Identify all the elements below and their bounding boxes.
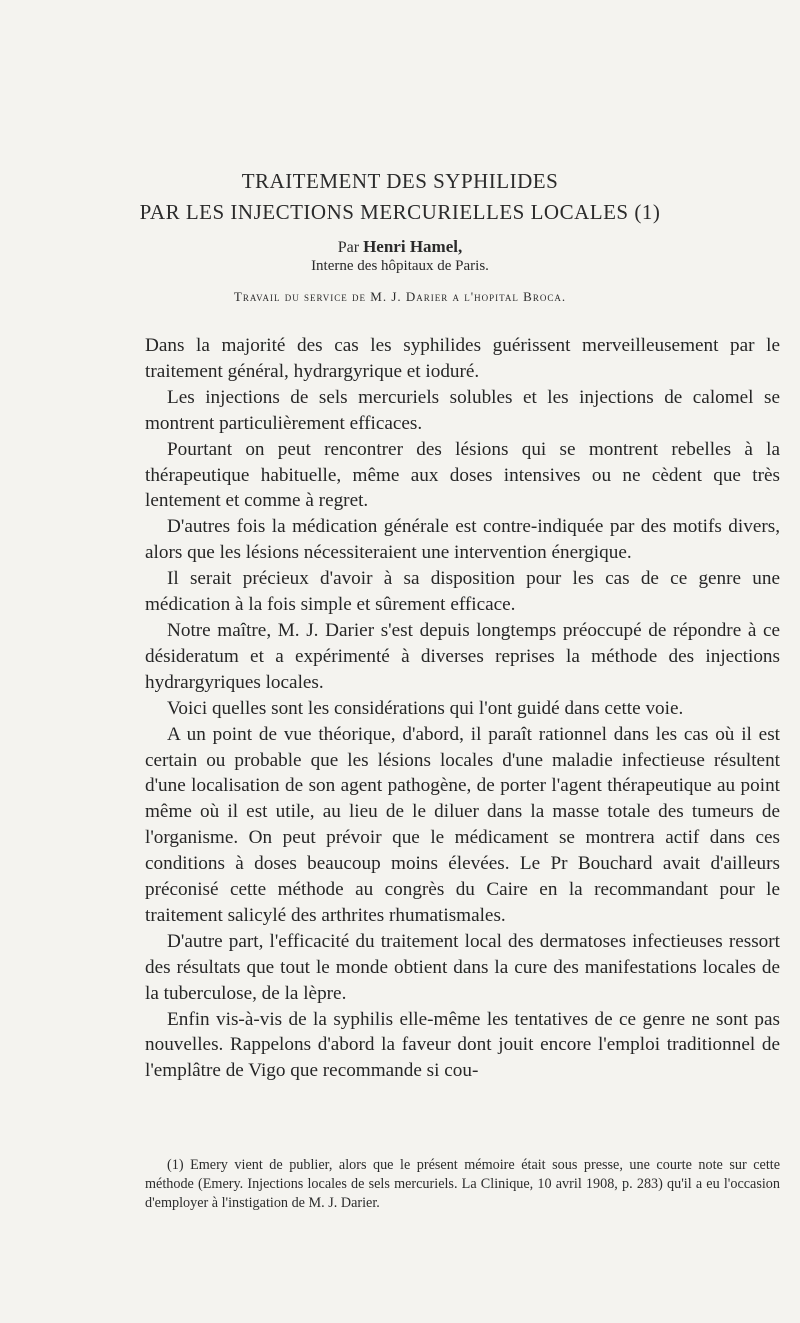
service-line: Travail du service de M. J. Darier a l'hopital Broca.: [233, 289, 567, 304]
paragraph: Enfin vis-à-vis de la syphilis elle-même les tentatives de ce genre ne sont pas nouvelles. Rappelons d'abord la faveur dont jouit encore l'emploi traditionnel de l'emplâtre de Vigo que recommande si cou-: [145, 1008, 780, 1082]
paragraph: Il serait précieux d'avoir à sa disposition pour les cas de ce genre une médication à la fois simple et sûrement efficace.: [145, 568, 780, 616]
paragraph: A un point de vue théorique, d'abord, il paraît rationnel dans les cas où il est certain ou probable que les lésions locales d'une maladie infectieuse résultent d'une localisation de son agent pathogène, de porter l'agent thérapeutique au point même où il est utile, au lieu de le diluer dans la masse totale des tumeurs de l'organisme. On peut prévoir que le médicament se montrera actif dans ces conditions à doses beaucoup moins élevées. Le Pr Bouchard avait d'ailleurs préconisé cette méthode au congrès du Caire en la recommandant pour le traitement salicylé des arthrites rhumatismales.: [145, 723, 780, 926]
paragraph: D'autres fois la médication générale est contre-indiquée par des motifs divers, alors que les lésions nécessiteraient une intervention énergique.: [145, 516, 780, 564]
author-affiliation: Interne des hôpitaux de Paris.: [311, 258, 489, 274]
author-byline: [0, 237, 800, 257]
paragraph: Notre maître, M. J. Darier s'est depuis longtemps préoccupé de répondre à ce désideratum et a expérimenté à diverses reprises la méthode des injections hydrargyriques locales.: [145, 619, 780, 693]
paragraph: Pourtant on peut rencontrer des lésions qui se montrent rebelles à la thérapeutique habituelle, même aux doses intensives ou ne cèdent que très lentement et comme à regret.: [145, 438, 780, 512]
article-body: [145, 333, 780, 1084]
paragraph: Dans la majorité des cas les syphilides guérissent merveilleusement par le traitement général, hydrargyrique et ioduré.: [145, 335, 780, 382]
author-name: Henri Hamel,: [363, 237, 463, 256]
footnote: [145, 1156, 780, 1213]
paragraph: Voici quelles sont les considérations qui l'ont guidé dans cette voie.: [167, 697, 684, 719]
article-title-line-2: PAR LES INJECTIONS MERCURIELLES LOCALES (1): [139, 200, 661, 224]
paragraph: D'autre part, l'efficacité du traitement local des dermatoses infectieuses ressort des résultats que tout le monde obtient dans la cure des manifestations locales de la tuberculose, de la lèpre.: [145, 930, 780, 1004]
footnote-text: (1) Emery vient de publier, alors que le présent mémoire était sous presse, une courte note sur cette méthode (Emery. Injections locales de sels mercuriels. La Clinique, 10 avril 1908, p. 283) qu'il a eu l'occasion d'employer à l'instigation de M. J. Darier.: [145, 1157, 780, 1211]
article-title-line-1: TRAITEMENT DES SYPHILIDES: [241, 169, 559, 193]
paragraph: Les injections de sels mercuriels solubles et les injections de calomel se montrent particulièrement efficaces.: [145, 386, 780, 434]
by-prefix: Par: [337, 239, 360, 256]
